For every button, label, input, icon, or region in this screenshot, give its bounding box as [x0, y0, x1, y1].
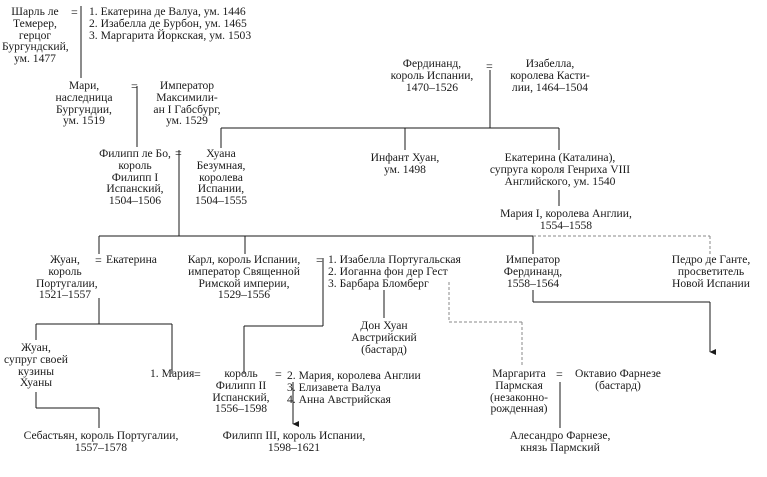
node-charles-wives: 1. Екатерина де Валуа, ум. 1446 2. Изабелла де Бурбон, ум. 1465 3. Маргарита Йоркская, ум. 1503 [89, 5, 252, 42]
marriage-symbol: = [131, 79, 138, 93]
marriage-symbol: = [486, 59, 493, 73]
node-isabella: Изабелла, королева Касти- лии, 1464–1504 [510, 57, 590, 94]
node-alessandro-farnese: Алесандро Фарнезе, князь Пармский [509, 429, 611, 454]
node-charles-the-bold: Шарль ле Темерер, герцог Бургундский, ум. 1477 [2, 5, 69, 66]
node-charles-v: Карл, король Испании, император Священной Римской империи, 1529–1556 [187, 253, 301, 302]
node-ferdinand: Фердинанд, король Испании, 1470–1526 [390, 57, 474, 94]
marriage-symbol: = [71, 5, 78, 19]
node-philip-ii-wives: 2. Мария, королева Англии 3. Елизавета Валуа 4. Анна Австрийская [287, 369, 421, 406]
node-joao-iii: Жуан, король Португалии, 1521–1557 [36, 253, 98, 302]
node-maria-of-portugal: 1. Мария [150, 367, 195, 380]
node-philip-ii: король Филипп II Испанский, 1556–1598 [212, 367, 270, 416]
node-juana-the-mad: Хуана Безумная, королева Испании, 1504–1555 [194, 147, 248, 208]
node-maximilian: Император Максимили- ан I Габсбург, ум. 1529 [153, 79, 221, 128]
node-emperor-ferdinand: Император Фердинанд, 1558–1564 [503, 253, 563, 290]
marriage-symbol: = [316, 253, 323, 267]
node-don-juan: Дон Хуан Австрийский (бастард) [351, 319, 417, 356]
node-mary-of-burgundy: Мари, наследница Бургундии, ум. 1519 [55, 79, 113, 128]
marriage-symbol: = [95, 253, 102, 267]
node-ekaterina: Екатерина [106, 253, 157, 266]
marriage-symbol: = [194, 367, 201, 381]
node-infante-juan: Инфант Хуан, ум. 1498 [370, 151, 440, 176]
node-philip-iii: Филипп III, король Испании, 1598–1621 [222, 429, 366, 454]
node-mary-i: Мария I, королева Англии, 1554–1558 [500, 207, 632, 232]
node-ottavio-farnese: Октавио Фарнезе (бастард) [575, 367, 661, 392]
node-pedro-de-gante: Педро де Ганте, просветитель Новой Испании [671, 253, 751, 290]
marriage-symbol: = [556, 367, 563, 381]
node-sebastian: Себастьян, король Португалии, 1557–1578 [23, 429, 179, 454]
node-charles-v-wives: 1. Изабелла Португальская 2. Иоганна фон дер Гест 3. Барбара Бломберг [328, 253, 461, 290]
marriage-symbol: = [275, 367, 282, 381]
marriage-symbol: = [175, 146, 182, 160]
node-philip-the-handsome: Филипп ле Бо, король Филипп I Испанский, 1504–1506 [99, 147, 171, 208]
node-catherine-of-aragon: Екатерина (Каталина), супруга короля Генриха VIII Английского, ум. 1540 [489, 151, 631, 188]
node-margarita-of-parma: Маргарита Пармская (незаконно- рожденная) [490, 367, 548, 416]
node-joao-son: Жуан, супруг своей кузины Хуаны [4, 341, 68, 390]
